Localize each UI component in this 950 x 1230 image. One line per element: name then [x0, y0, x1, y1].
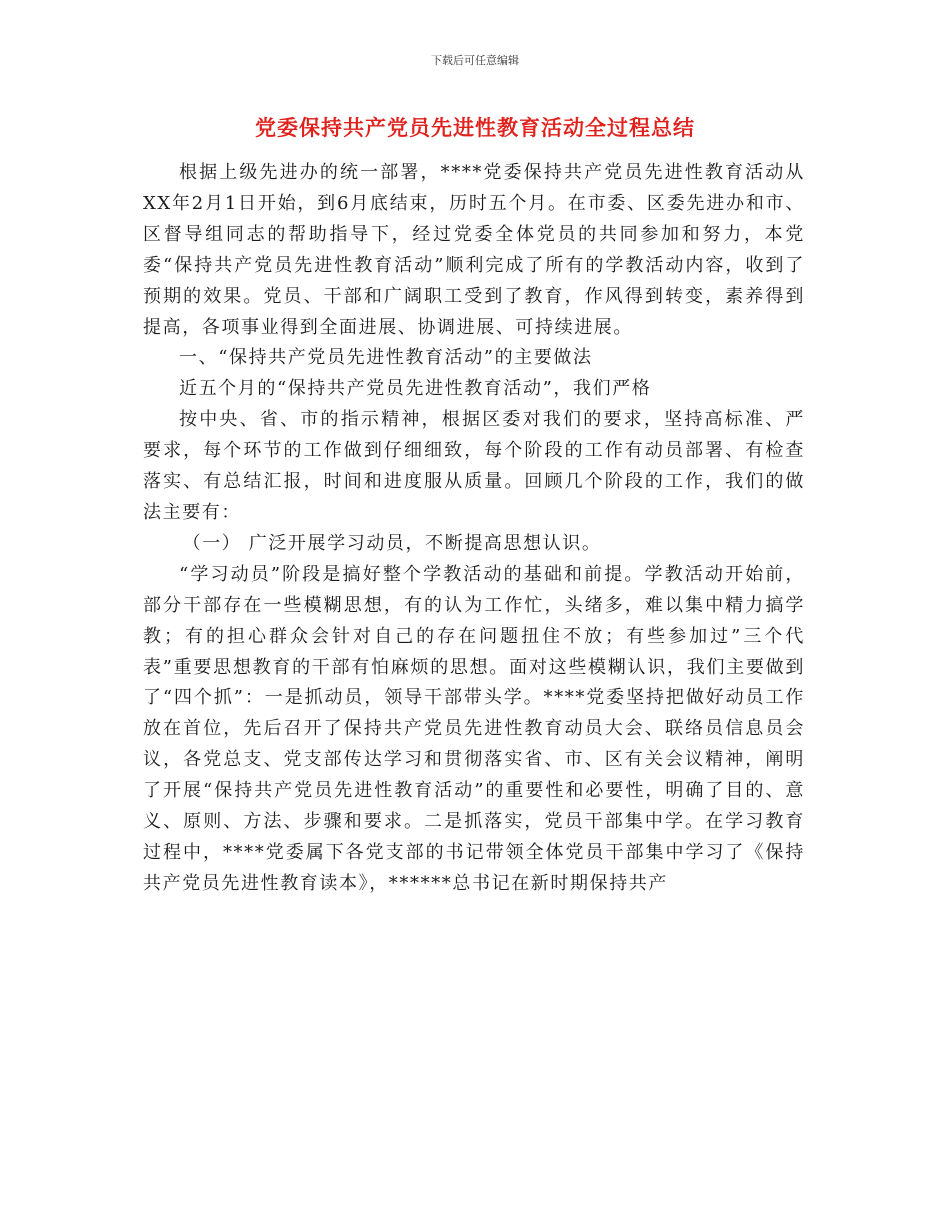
paragraph-intro: 根据上级先进办的统一部署，****党委保持共产党员先进性教育活动从XX年2月1日开始，到6月底结束，历时五个月。在市委、区委先进办和市、区督导组同志的帮助指导下，经过党委全体党员的共同参加和努力，本党委“保持共产党员先进性教育活动”顺利完成了所有的学教活动内容，收到了预期的效果。党员、干部和广阔职工受到了教育，作风得到转变，素养得到提高，各项事业得到全面进展、协调进展、可持续进展。 [143, 162, 805, 338]
paragraph: 近五个月的“保持共产党员先进性教育活动”，我们严格 [179, 378, 652, 400]
paragraph: 按中央、省、市的指示精神，根据区委对我们的要求，坚持高标准、严要求，每个环节的工作做到仔细细致，每个阶段的工作有动员部署、有检查落实、有总结汇报，时间和进度服从质量。回顾几个阶段的工作，我们的做法主要有： [143, 409, 805, 523]
document-body [143, 158, 805, 900]
page-header: 下载后可任意编辑 [431, 54, 519, 67]
document-title: 党委保持共产党员先进性教育活动全过程总结 [255, 116, 695, 140]
subsection-heading-1: （一） 广泛开展学习动员，不断提高思想认识。 [182, 532, 602, 554]
section-heading-1: 一、“保持共产党员先进性教育活动”的主要做法 [179, 347, 593, 369]
paragraph: “学习动员”阶段是搞好整个学教活动的基础和前提。学教活动开始前，部分干部存在一些模糊思想，有的认为工作忙，头绪多，难以集中精力搞学教；有的担心群众会针对自己的存在问题扭住不放；有些参加过”三个代表”重要思想教育的干部有怕麻烦的思想。面对这些模糊认识，我们主要做到了“四个抓”：一是抓动员，领导干部带头学。****党委坚持把做好动员工作放在首位，先后召开了保持共产党员先进性教育动员大会、联络员信息员会议，各党总支、党支部传达学习和贯彻落实省、市、区有关会议精神，阐明了开展“保持共产党员先进性教育活动”的重要性和必要性，明确了目的、意义、原则、方法、步骤和要求。二是抓落实，党员干部集中学。在学习教育过程中，****党委属下各党支部的书记带领全体党员干部集中学习了《保持共产党员先进性教育读本》，******总书记在新时期保持共产 [143, 563, 805, 894]
